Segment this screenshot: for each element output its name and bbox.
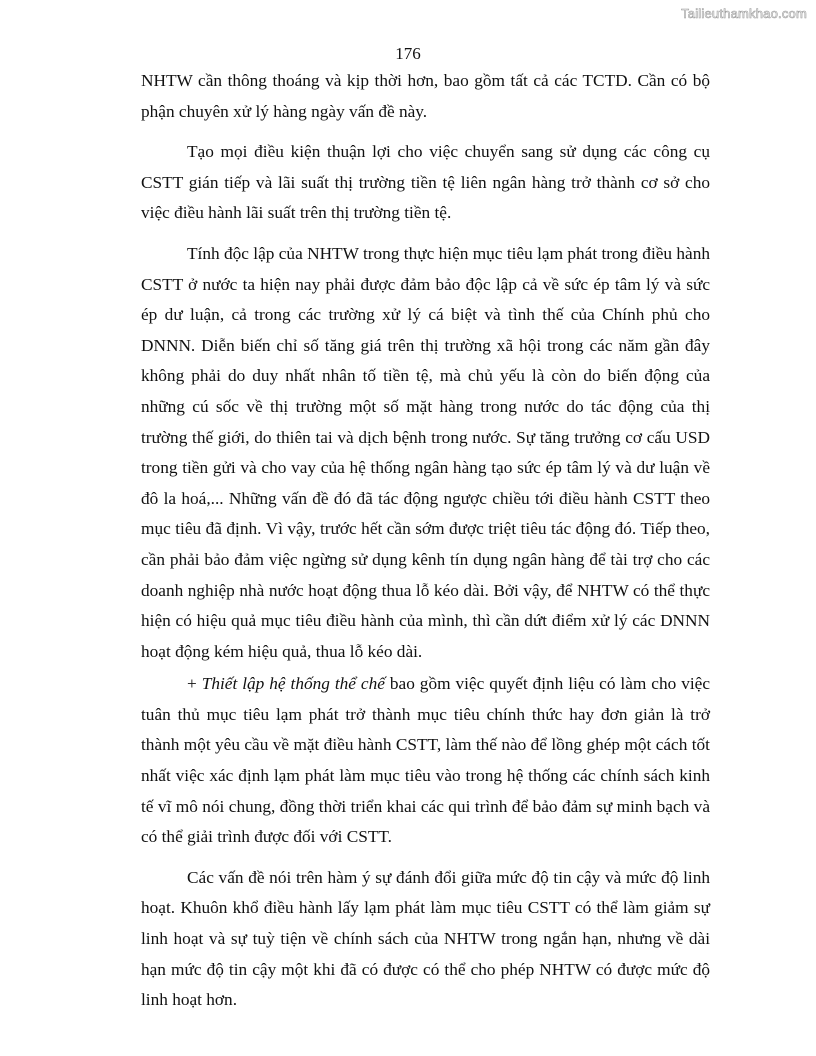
paragraph-1: NHTW cần thông thoáng và kịp thời hơn, bao gồm tất cả các TCTD. Cần có bộ phận chuyên xử lý hàng ngày vấn đề này. (141, 71, 710, 121)
paragraph-2: Tạo mọi điều kiện thuận lợi cho việc chuyển sang sử dụng các công cụ CSTT gián tiếp và lãi suất thị trường tiền tệ liên ngân hàng trở thành cơ sở cho việc điều hành lãi suất trên thị trường tiền tệ. (141, 142, 710, 223)
watermark: Tailieuthamkhao.com (681, 6, 807, 21)
paragraph-5: Các vấn đề nói trên hàm ý sự đánh đổi giữa mức độ tin cậy và mức độ linh hoạt. Khuôn khổ điều hành lấy lạm phát làm mục tiêu CSTT có thể làm giảm sự linh hoạt và sự tuỳ tiện về chính sách của NHTW trong ngắn hạn, nhưng về dài hạn mức độ tin cậy một khi đã có được có thể cho phép NHTW có được mức độ linh hoạt hơn. (141, 867, 710, 1010)
page-number: 176 (395, 44, 421, 63)
italic-heading: Thiết lập hệ thống thể chế (201, 674, 385, 694)
paragraph-4-text: bao gồm việc quyết định liệu có làm cho việc tuân thủ mục tiêu lạm phát trở thành mục tiêu chính thức hay đơn giản là trở thành một yêu cầu về mặt điều hành CSTT, làm thế nào để lồng ghép một cách tốt nhất việc xác định lạm phát làm mục tiêu vào trong hệ thống các chính sách kinh tế vĩ mô nói chung, đồng thời triển khai các qui trình để bảo đảm sự minh bạch và có thể giải trình được đối với CSTT. (141, 674, 710, 847)
bullet-prefix: + (187, 674, 202, 694)
paragraph-3: Tính độc lập của NHTW trong thực hiện mục tiêu lạm phát trong điều hành CSTT ở nước ta hiện nay phải được đảm bảo độc lập cả về sức ép tâm lý và sức ép dư luận, cả trong các trường xử lý cá biệt và tình thế của Chính phủ cho DNNN. Diễn biến chỉ số tăng giá trên thị trường xã hội trong các năm gần đây không phải do duy nhất nhân tố tiền tệ, mà chủ yếu là còn do biến động của những cú sốc về thị trường một số mặt hàng trong nước do tác động của thị trường thế giới, do thiên tai và dịch bệnh trong nước. Sự tăng trưởng cơ cấu USD trong tiền gửi và cho vay của hệ thống ngân hàng tạo sức ép tâm lý và dư luận về đô la hoá,... Những vấn đề đó đã tác động ngược chiều tới điều hành CSTT theo mục tiêu đã định. Vì vậy, trước hết cần sớm được triệt tiêu tác động đó. Tiếp theo, cần phải bảo đảm việc ngừng sử dụng kênh tín dụng ngân hàng để tài trợ cho các doanh nghiệp nhà nước hoạt động thua lỗ kéo dài. Bởi vậy, để NHTW có thể thực hiện có hiệu quả mục tiêu điều hành của mình, thì cần dứt điểm xử lý các DNNN hoạt động kém hiệu quả, thua lỗ kéo dài. (141, 243, 710, 661)
paragraph-4 (141, 669, 710, 853)
document-body (141, 66, 710, 1016)
